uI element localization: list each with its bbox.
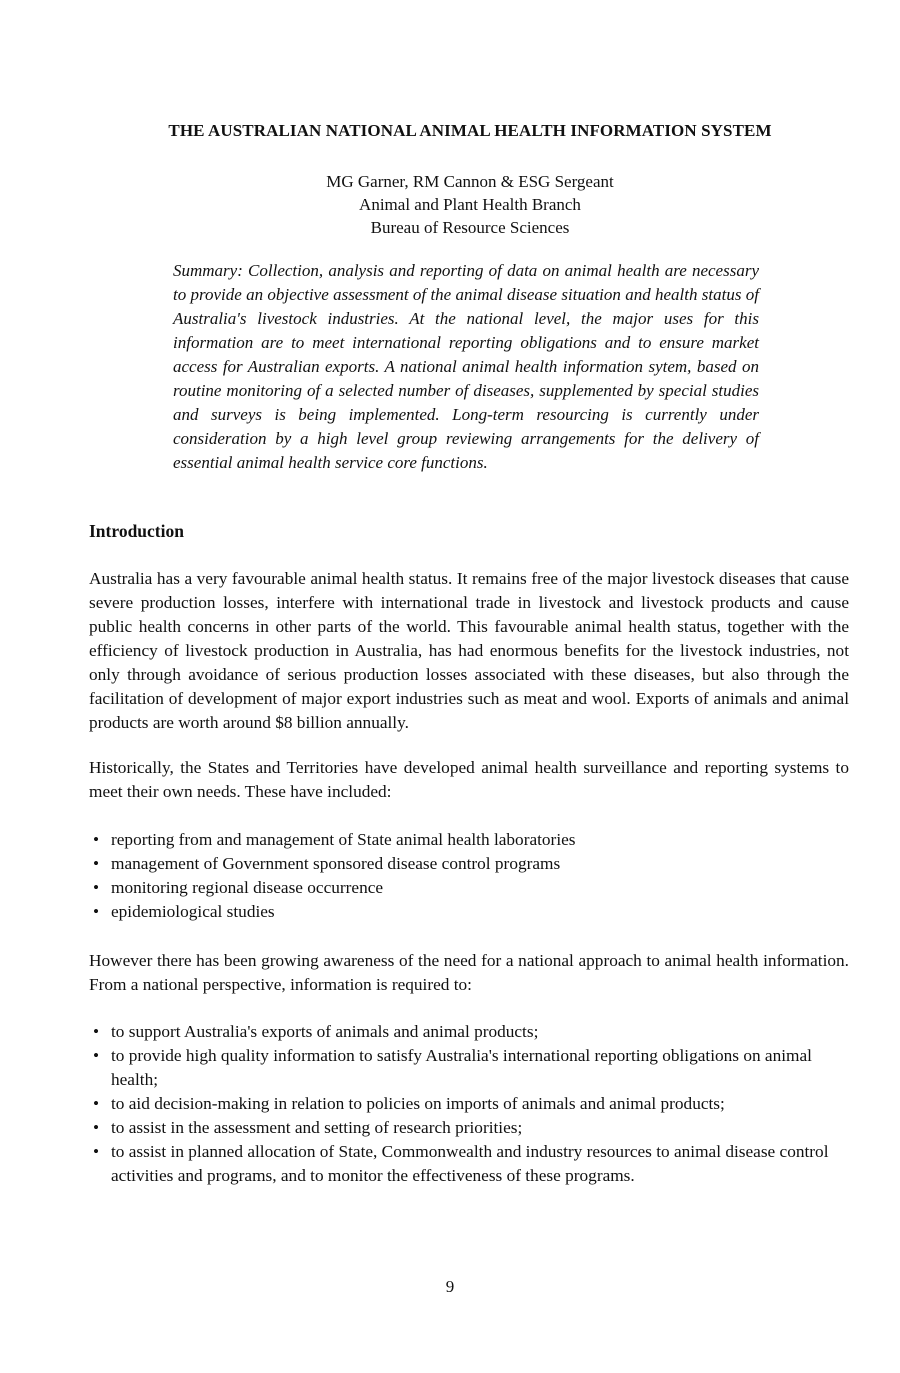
bullet-icon: • <box>92 878 100 897</box>
intro-paragraph-2: Historically, the States and Territories have developed animal health surveillance and reporting systems to meet their own needs. These have included: <box>89 758 849 801</box>
bullet-icon: • <box>92 1046 100 1065</box>
paper-title: THE AUSTRALIAN NATIONAL ANIMAL HEALTH INFORMATION SYSTEM <box>168 121 772 140</box>
list-item: • to assist in the assessment and setting of research priorities; <box>89 1116 849 1140</box>
list-item: • to aid decision-making in relation to policies on imports of animals and animal products; <box>89 1092 849 1116</box>
author-bureau: Bureau of Resource Sciences <box>370 218 570 237</box>
author-names: MG Garner, RM Cannon & ESG Sergeant <box>326 172 614 191</box>
list-item: • to assist in planned allocation of State, Commonwealth and industry resources to animal disease control activities and programs, and to monitor the effectiveness of these programs. <box>89 1140 849 1188</box>
list-item: • epidemiological studies <box>89 900 849 924</box>
summary-abstract: Summary: Collection, analysis and reporting of data on animal health are necessary to provide an objective assessment of the animal disease situation and health status of Australia's livestock industries. At the national level, the major uses for this information are to meet international reporting obligations and to ensure market access for Australian exports. A national animal health information sytem, based on routine monitoring of a selected number of diseases, supplemented by special studies and surveys is being implemented. Long-term resourcing is currently under consideration by a high level group reviewing arrangements for the delivery of essential animal health service core functions. <box>173 261 759 472</box>
bullet-icon: • <box>92 1142 100 1161</box>
bullet-icon: • <box>92 830 100 849</box>
section-heading-introduction: Introduction <box>89 521 184 541</box>
bullet-icon: • <box>92 1022 100 1041</box>
intro-paragraph-1: Australia has a very favourable animal health status. It remains free of the major livestock diseases that cause severe production losses, interfere with international trade in livestock and livestock products and cause public health concerns in other parts of the world. This favourable animal health status, together with the efficiency of livestock production in Australia, has had enormous benefits for the livestock industries, not only through avoidance of serious production losses associated with these diseases, but also through the facilitation of development of major export industries such as meat and wool. Exports of animals and animal products are worth around $8 billion annually. <box>89 569 849 732</box>
bullet-icon: • <box>92 1094 100 1113</box>
author-block <box>220 170 720 239</box>
list-item: • to provide high quality information to satisfy Australia's international reporting obligations on animal health; <box>89 1044 849 1092</box>
bullet-icon: • <box>92 902 100 921</box>
list-item: • reporting from and management of State animal health laboratories <box>89 828 849 852</box>
list-item: • to support Australia's exports of animals and animal products; <box>89 1020 849 1044</box>
bullet-list-national-needs <box>89 1020 849 1188</box>
bullet-icon: • <box>92 1118 100 1137</box>
bullet-icon: • <box>92 854 100 873</box>
bullet-list-state-systems <box>89 828 849 924</box>
list-item: • monitoring regional disease occurrence <box>89 876 849 900</box>
page-number: 9 <box>445 1277 455 1296</box>
author-branch: Animal and Plant Health Branch <box>359 195 581 214</box>
list-item: • management of Government sponsored disease control programs <box>89 852 849 876</box>
intro-paragraph-3: However there has been growing awareness of the need for a national approach to animal health information. From a national perspective, information is required to: <box>89 951 849 994</box>
